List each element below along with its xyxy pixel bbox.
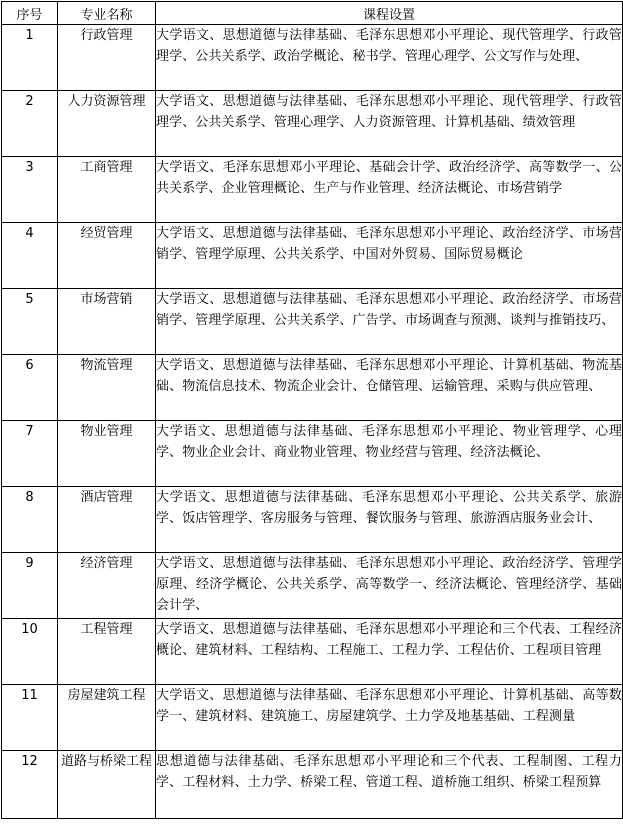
row-number: 2 bbox=[2, 91, 58, 157]
major-name: 工商管理 bbox=[58, 157, 156, 223]
curriculum-table bbox=[1, 1, 623, 819]
major-name: 人力资源管理 bbox=[58, 91, 156, 157]
course-list: 大学语文、思想道德与法律基础、毛泽东思想邓小平理论、政治经济学、市场营销学、管理学原理、公共关系学、广告学、市场调查与预测、谈判与推销技巧、 bbox=[156, 289, 623, 355]
major-name: 工程管理 bbox=[58, 619, 156, 685]
table-row bbox=[2, 751, 623, 819]
course-list: 大学语文、思想道德与法律基础、毛泽东思想邓小平理论、公共关系学、旅游学、饭店管理学、客房服务与管理、餐饮服务与管理、旅游酒店服务业会计、 bbox=[156, 487, 623, 553]
row-number: 1 bbox=[2, 25, 58, 91]
course-list: 大学语文、思想道德与法律基础、毛泽东思想邓小平理论和三个代表、工程经济概论、建筑材料、工程结构、工程施工、工程力学、工程估价、工程项目管理 bbox=[156, 619, 623, 685]
row-number: 6 bbox=[2, 355, 58, 421]
major-name: 酒店管理 bbox=[58, 487, 156, 553]
header-courses: 课程设置 bbox=[156, 2, 623, 25]
major-name: 行政管理 bbox=[58, 25, 156, 91]
course-list: 大学语文、思想道德与法律基础、毛泽东思想邓小平理论、现代管理学、行政管理学、公共关系学、政治学概论、秘书学、管理心理学、公文写作与处理、 bbox=[156, 25, 623, 91]
course-list: 大学语文、思想道德与法律基础、毛泽东思想邓小平理论、计算机基础、高等数学一、建筑材料、建筑施工、房屋建筑学、土力学及地基基础、工程测量 bbox=[156, 685, 623, 751]
major-name: 经贸管理 bbox=[58, 223, 156, 289]
row-number: 4 bbox=[2, 223, 58, 289]
table-row bbox=[2, 487, 623, 553]
course-list: 大学语文、思想道德与法律基础、毛泽东思想邓小平理论、物业管理学、心理学、物业企业会计、商业物业管理、物业经营与管理、经济法概论、 bbox=[156, 421, 623, 487]
course-list: 思想道德与法律基础、毛泽东思想邓小平理论和三个代表、工程制图、工程力学、工程材料、土力学、桥梁工程、管道工程、道桥施工组织、桥梁工程预算 bbox=[156, 751, 623, 819]
course-list: 大学语文、思想道德与法律基础、毛泽东思想邓小平理论、计算机基础、物流基础、物流信息技术、物流企业会计、仓储管理、运输管理、采购与供应管理、 bbox=[156, 355, 623, 421]
header-no: 序号 bbox=[2, 2, 58, 25]
table-row bbox=[2, 355, 623, 421]
course-list: 大学语文、毛泽东思想邓小平理论、基础会计学、政治经济学、高等数学一、公共关系学、企业管理概论、生产与作业管理、经济法概论、市场营销学 bbox=[156, 157, 623, 223]
row-number: 9 bbox=[2, 553, 58, 619]
course-list: 大学语文、思想道德与法律基础、毛泽东思想邓小平理论、现代管理学、行政管理学、公共关系学、管理心理学、人力资源管理、计算机基础、绩效管理 bbox=[156, 91, 623, 157]
header-major: 专业名称 bbox=[58, 2, 156, 25]
table-row bbox=[2, 685, 623, 751]
major-name: 物流管理 bbox=[58, 355, 156, 421]
table-row bbox=[2, 553, 623, 619]
table-row bbox=[2, 157, 623, 223]
row-number: 3 bbox=[2, 157, 58, 223]
row-number: 7 bbox=[2, 421, 58, 487]
major-name: 经济管理 bbox=[58, 553, 156, 619]
major-name: 物业管理 bbox=[58, 421, 156, 487]
major-name: 房屋建筑工程 bbox=[58, 685, 156, 751]
table-row bbox=[2, 25, 623, 91]
row-number: 8 bbox=[2, 487, 58, 553]
course-list: 大学语文、思想道德与法律基础、毛泽东思想邓小平理论、政治经济学、市场营销学、管理学原理、公共关系学、中国对外贸易、国际贸易概论 bbox=[156, 223, 623, 289]
row-number: 12 bbox=[2, 751, 58, 819]
table-row bbox=[2, 619, 623, 685]
header-row bbox=[2, 2, 623, 25]
row-number: 10 bbox=[2, 619, 58, 685]
table-row bbox=[2, 223, 623, 289]
table-row bbox=[2, 421, 623, 487]
table-row bbox=[2, 91, 623, 157]
row-number: 11 bbox=[2, 685, 58, 751]
table-row bbox=[2, 289, 623, 355]
row-number: 5 bbox=[2, 289, 58, 355]
major-name: 市场营销 bbox=[58, 289, 156, 355]
course-list: 大学语文、思想道德与法律基础、毛泽东思想邓小平理论、政治经济学、管理学原理、经济学概论、公共关系学、高等数学一、经济法概论、管理经济学、基础会计学、 bbox=[156, 553, 623, 619]
major-name: 道路与桥梁工程 bbox=[58, 751, 156, 819]
